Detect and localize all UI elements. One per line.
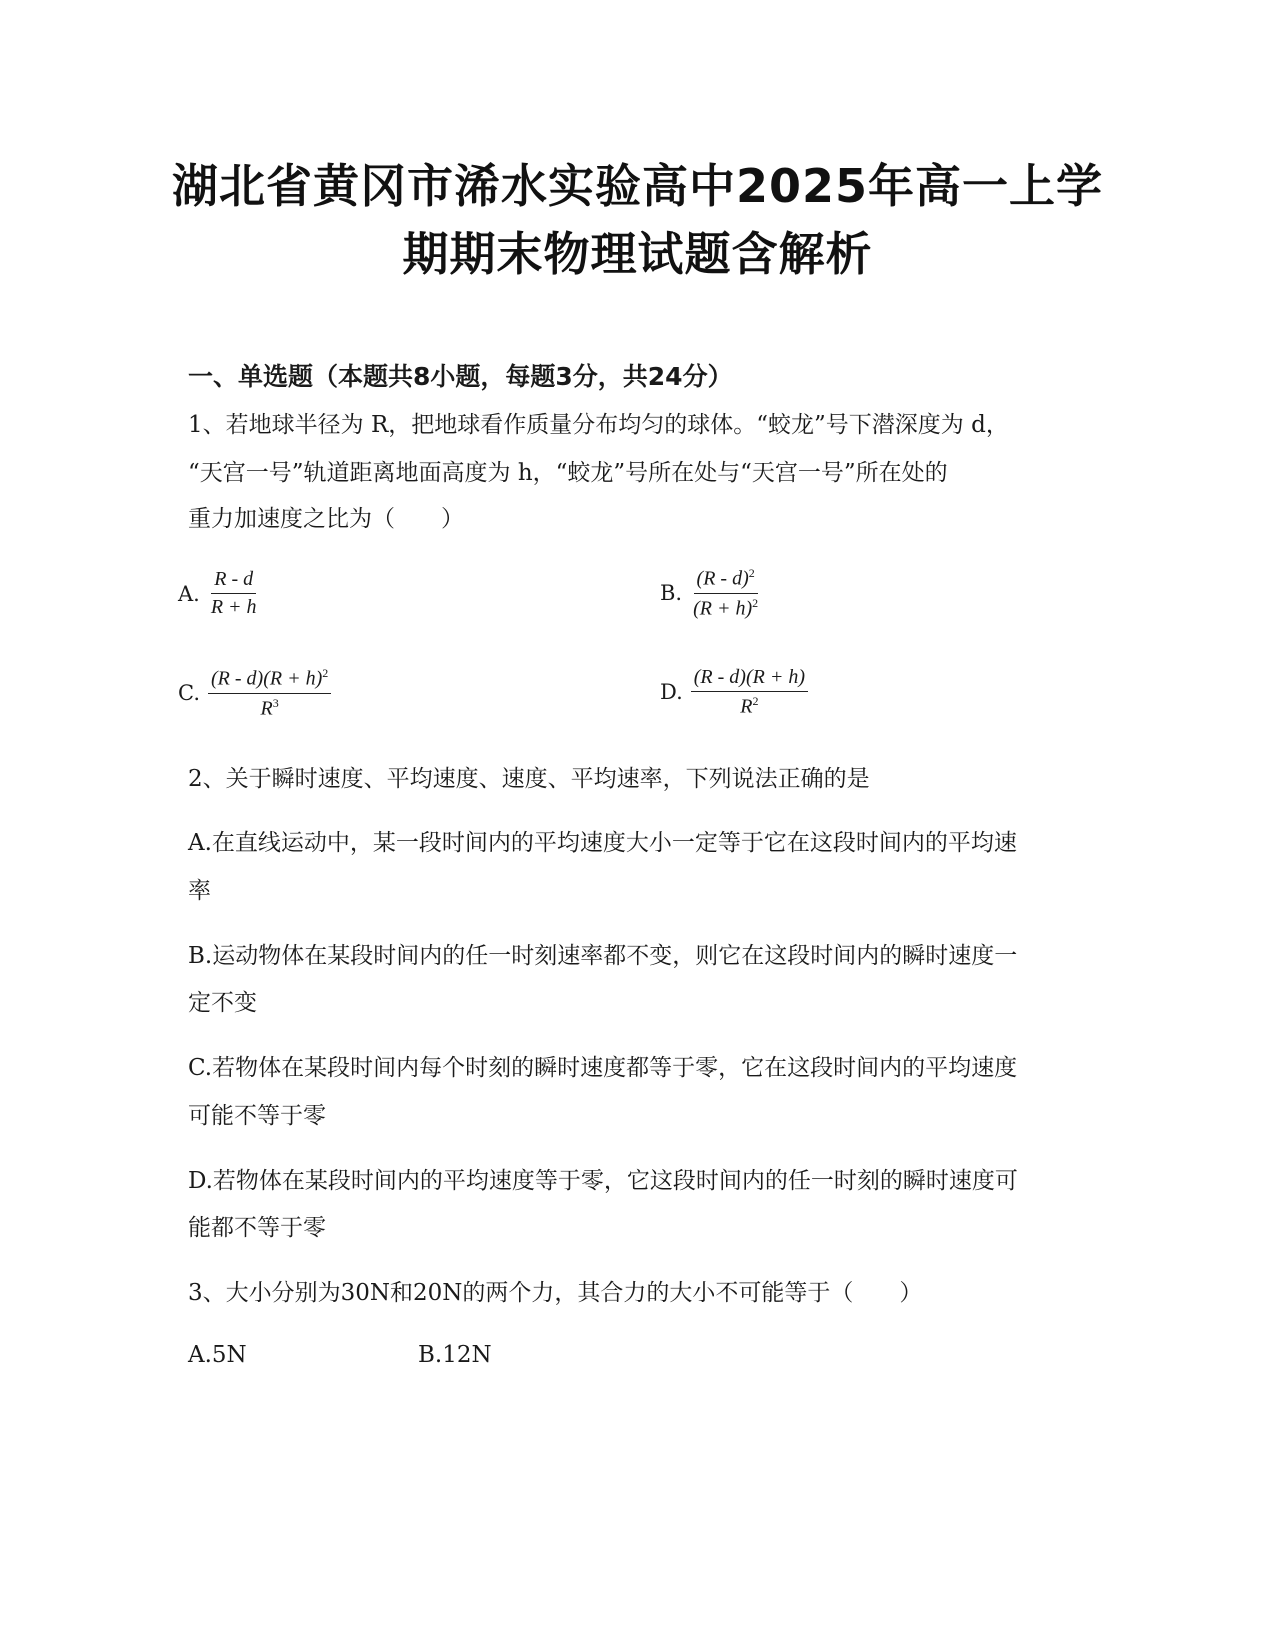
section-heading: 一、单选题（本题共8小题，每题3分，共24分） [188, 362, 733, 391]
q1-option-b-label: B. [660, 581, 683, 606]
q1-stem-line-2: “天宫一号”轨道距离地面高度为 h，“蛟龙”号所在处与“天宫一号”所在处的 [188, 460, 948, 486]
q1-option-b-fraction [690, 566, 761, 620]
q3-option-a[interactable]: A.5N [188, 1342, 247, 1368]
q1-option-d-fraction [691, 666, 808, 719]
q1-option-c-label: C. [178, 681, 200, 706]
q1-stem-line-3: 重力加速度之比为（ ） [188, 506, 464, 532]
q2-option-c-line-2[interactable]: 可能不等于零 [188, 1103, 326, 1129]
fraction-numerator: R - d [211, 568, 256, 594]
q2-option-b-line-2[interactable]: 定不变 [188, 990, 257, 1016]
q1-option-d[interactable] [660, 666, 808, 719]
fraction-denominator: R + h [210, 596, 257, 618]
document-title-line-2: 期期末物理试题含解析 [402, 227, 873, 281]
q3-stem: 3、大小分别为30N和20N的两个力，其合力的大小不可能等于（ ） [188, 1280, 923, 1306]
q2-option-a-line-2[interactable]: 率 [188, 878, 211, 904]
q1-option-a-fraction [208, 568, 260, 619]
fraction-numerator: (R - d)$^2$ [694, 566, 758, 594]
q1-option-a-label: A. [178, 581, 200, 606]
q1-stem-line-1: 1、若地球半径为 R，把地球看作质量分布均匀的球体。“蛟龙”号下潜深度为 d， [188, 412, 1009, 438]
q2-option-a-line-1[interactable]: A.在直线运动中，某一段时间内的平均速度大小一定等于它在这段时间内的平均速 [188, 830, 1017, 856]
fraction-numerator: $(R - d)(R + h)^2$ [208, 666, 331, 694]
q2-option-c-line-1[interactable]: C.若物体在某段时间内每个时刻的瞬时速度都等于零，它在这段时间内的平均速度 [188, 1055, 1018, 1081]
q1-option-c-fraction [208, 666, 331, 720]
fraction-denominator: $R^2$ [740, 694, 759, 718]
q1-option-c[interactable] [178, 666, 331, 720]
q2-option-b-line-1[interactable]: B.运动物体在某段时间内的任一时刻速率都不变，则它在这段时间内的瞬时速度一 [188, 943, 1018, 969]
q1-option-b[interactable] [660, 566, 761, 620]
fraction-denominator: $R^3$ [260, 695, 279, 720]
document-title-line-1: 湖北省黄冈市浠水实验高中2025年高一上学 [171, 159, 1104, 213]
q2-stem: 2、关于瞬时速度、平均速度、速度、平均速率，下列说法正确的是 [188, 766, 870, 792]
q3-option-b[interactable]: B.12N [418, 1342, 492, 1368]
fraction-denominator: $(R + h)^2$ [693, 595, 759, 620]
q2-option-d-line-1[interactable]: D.若物体在某段时间内的平均速度等于零，它这段时间内的任一时刻的瞬时速度可 [188, 1168, 1018, 1194]
q1-option-d-label: D. [660, 680, 683, 705]
q1-option-a[interactable] [178, 568, 260, 619]
q2-option-d-line-2[interactable]: 能都不等于零 [188, 1215, 326, 1241]
fraction-numerator: (R - d)(R + h) [691, 666, 808, 692]
